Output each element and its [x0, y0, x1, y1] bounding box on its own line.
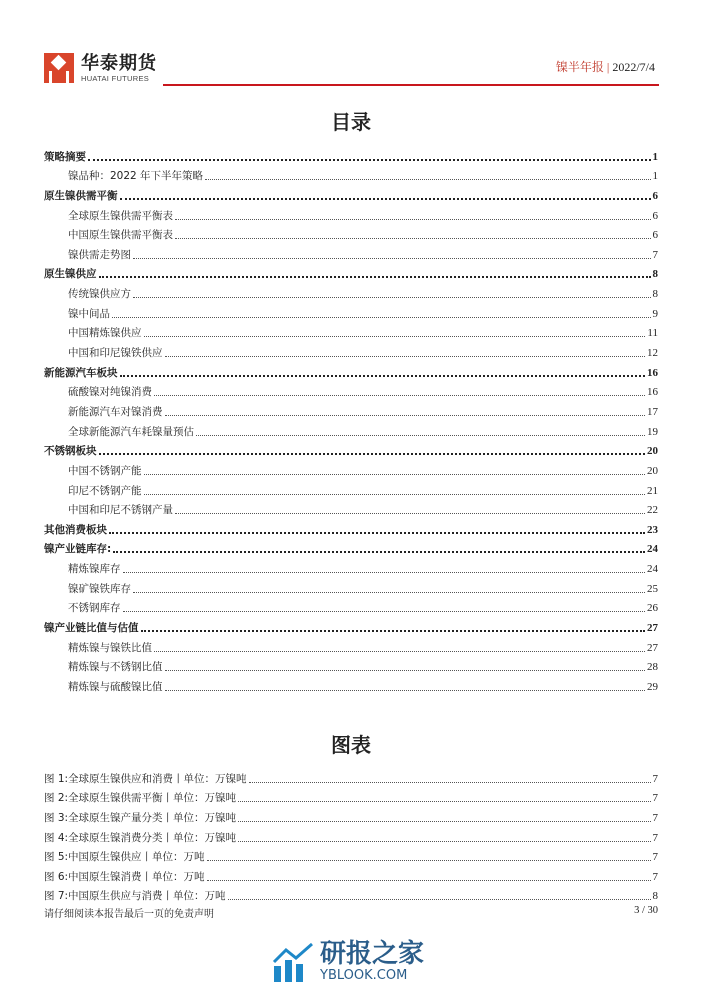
toc-entry-label: 镍中间品	[68, 307, 110, 320]
company-logo	[44, 53, 157, 83]
toc-entry-page: 12	[647, 347, 658, 360]
dot-leader	[165, 415, 646, 416]
toc-entry[interactable]	[44, 301, 658, 321]
toc-entry-label: 全球原生镍供需平衡表	[68, 209, 173, 222]
toc-entry[interactable]	[44, 242, 658, 262]
toc-entry-label: 策略摘要	[44, 150, 86, 163]
header-separator: |	[606, 60, 610, 74]
toc-entry-label: 硫酸镍对纯镍消费	[68, 386, 152, 399]
toc-entry-page: 16	[647, 386, 658, 399]
watermark-en: YBLOOK.COM	[320, 968, 408, 983]
toc-entry-label: 精炼镍库存	[68, 563, 121, 576]
dot-leader	[207, 860, 651, 861]
dot-leader	[141, 630, 646, 632]
dot-leader	[175, 238, 651, 239]
toc-entry-label: 镍供需走势图	[68, 248, 131, 261]
dot-leader	[238, 821, 650, 822]
toc-entry-label: 镍品种：2022 年下半年策略	[68, 170, 204, 183]
toc-entry-page: 26	[647, 602, 658, 615]
toc-entry-page: 24	[647, 563, 658, 576]
toc-entry-label: 精炼镍与不锈钢比值	[68, 661, 163, 674]
toc-entry[interactable]	[44, 144, 658, 164]
dot-leader	[196, 435, 645, 436]
toc-entry-label: 中国原生镍供需平衡表	[68, 229, 173, 242]
toc-entry-label: 中国不锈钢产能	[68, 464, 142, 477]
report-type: 镍半年报	[555, 60, 604, 74]
dot-leader	[165, 356, 646, 357]
dot-leader	[205, 179, 650, 180]
toc-entry-page: 19	[647, 425, 658, 438]
watermark-chart-icon	[272, 942, 316, 982]
dot-leader	[238, 801, 650, 802]
toc-entry-label: 新能源汽车对镍消费	[68, 405, 163, 418]
figure-entry[interactable]	[44, 825, 658, 845]
dot-leader	[154, 651, 645, 652]
toc-entry-label: 全球新能源汽车耗镍量预估	[68, 425, 194, 438]
toc-entry[interactable]	[44, 439, 658, 459]
toc-entry[interactable]	[44, 517, 658, 537]
dot-leader	[144, 494, 646, 495]
figure-entry[interactable]	[44, 845, 658, 865]
toc-entry-page: 11	[647, 327, 658, 340]
toc-entry-page: 6	[652, 209, 658, 222]
toc-entry-label: 中国和印尼不锈钢产量	[68, 504, 173, 517]
toc-entry-label: 精炼镍与镍铁比值	[68, 641, 152, 654]
dot-leader	[249, 782, 651, 783]
toc-entry[interactable]	[44, 556, 658, 576]
toc-entry-page: 25	[647, 582, 658, 595]
toc-entry-label: 原生镍供需平衡	[44, 189, 118, 202]
toc-entry-page: 9	[652, 307, 658, 320]
figure-entry-page: 7	[652, 831, 658, 844]
toc-entry[interactable]	[44, 458, 658, 478]
toc-entry-label: 中国精炼镍供应	[68, 327, 142, 340]
toc-entry-page: 23	[647, 523, 658, 536]
toc-entry-label: 中国和印尼镍铁供应	[68, 347, 163, 360]
toc-entry-page: 28	[647, 661, 658, 674]
header-divider	[163, 84, 659, 86]
dot-leader	[99, 276, 651, 278]
logo-en: HUATAI FUTURES	[81, 73, 150, 83]
page-number: 3 / 30	[634, 905, 658, 916]
figure-entry[interactable]	[44, 805, 658, 825]
toc-entry-page: 6	[652, 229, 658, 242]
toc-entry-label: 镍矿镍铁库存	[68, 582, 131, 595]
figure-entry-label: 图 4:全球原生镍消费分类丨单位：万镍吨	[44, 831, 237, 844]
toc-entry-page: 21	[647, 484, 658, 497]
dot-leader	[207, 880, 651, 881]
toc-entry[interactable]	[44, 419, 658, 439]
dot-leader	[133, 258, 651, 259]
toc-entry[interactable]	[44, 360, 658, 380]
watermark-cn: 研报之家	[320, 939, 425, 969]
logo-icon	[44, 53, 74, 83]
figure-entry-page: 7	[652, 851, 658, 864]
figure-entry[interactable]	[44, 864, 658, 884]
toc-entry[interactable]	[44, 164, 658, 184]
dot-leader	[99, 453, 646, 455]
dot-leader	[133, 592, 645, 593]
dot-leader	[109, 532, 645, 534]
toc-entry-page: 6	[652, 189, 658, 202]
toc-entry[interactable]	[44, 340, 658, 360]
figure-entry[interactable]	[44, 786, 658, 806]
toc-entry-page: 17	[647, 405, 658, 418]
toc-entry[interactable]	[44, 321, 658, 341]
toc-entry-label: 不锈钢板块	[44, 445, 97, 458]
toc-entry[interactable]	[44, 203, 658, 223]
figure-entry-label: 图 2:全球原生镍供需平衡丨单位：万镍吨	[44, 792, 237, 805]
logo-cn: 华泰期货	[81, 52, 157, 74]
toc-entry[interactable]	[44, 380, 658, 400]
footer	[44, 905, 658, 920]
toc-entry[interactable]	[44, 223, 658, 243]
dot-leader	[165, 690, 646, 691]
figure-entry-label: 图 5:中国原生镍供应丨单位：万吨	[44, 851, 205, 864]
dot-leader	[228, 899, 651, 900]
dot-leader	[144, 474, 646, 475]
toc-entry-label: 原生镍供应	[44, 268, 97, 281]
toc-entry-page: 24	[647, 543, 658, 556]
figure-entry-page: 7	[652, 792, 658, 805]
toc-entry-page: 16	[647, 366, 658, 379]
dot-leader	[175, 513, 645, 514]
toc-entry[interactable]	[44, 596, 658, 616]
figure-list	[44, 766, 658, 903]
toc-entry[interactable]	[44, 262, 658, 282]
figure-entry[interactable]	[44, 766, 658, 786]
figure-entry-label: 图 7:中国原生供应与消费丨单位：万吨	[44, 890, 226, 903]
dot-leader	[123, 611, 646, 612]
toc-entry-label: 其他消费板块	[44, 523, 107, 536]
toc-entry-label: 传统镍供应方	[68, 288, 131, 301]
toc-entry[interactable]	[44, 498, 658, 518]
toc-entry-label: 不锈钢库存	[68, 602, 121, 615]
dot-leader	[175, 219, 651, 220]
figure-entry-page: 7	[652, 870, 658, 883]
figure-entry-page: 7	[652, 811, 658, 824]
toc-entry-label: 印尼不锈钢产能	[68, 484, 142, 497]
dot-leader	[123, 572, 646, 573]
dot-leader	[120, 375, 646, 377]
toc-entry-page: 8	[652, 288, 658, 301]
toc-entry-page: 22	[647, 504, 658, 517]
toc-entry[interactable]	[44, 183, 658, 203]
toc-entry[interactable]	[44, 576, 658, 596]
header-info	[556, 58, 655, 75]
toc-entry-page: 20	[647, 445, 658, 458]
dot-leader	[133, 297, 651, 298]
dot-leader	[165, 670, 646, 671]
figure-entry-label: 图 6:中国原生镍消费丨单位：万吨	[44, 870, 205, 883]
toc-title: 目录	[331, 110, 371, 134]
toc-entry[interactable]	[44, 281, 658, 301]
toc-entry-label: 新能源汽车板块	[44, 366, 118, 379]
dot-leader	[120, 198, 651, 200]
toc-entry[interactable]	[44, 399, 658, 419]
dot-leader	[144, 336, 646, 337]
toc-entry[interactable]	[44, 674, 658, 694]
dot-leader	[112, 317, 651, 318]
toc-entry[interactable]	[44, 635, 658, 655]
dot-leader	[238, 841, 650, 842]
figure-entry-label: 图 1:全球原生镍供应和消费丨单位：万镍吨	[44, 772, 247, 785]
toc-entry-label: 镍产业链比值与估值	[44, 622, 139, 635]
toc-entry-page: 1	[652, 150, 658, 163]
figure-entry[interactable]	[44, 884, 658, 904]
toc-entry-label: 镍产业链库存:	[44, 543, 112, 556]
report-date: 2022/7/4	[612, 60, 655, 74]
toc-entry-page: 1	[652, 170, 658, 183]
figure-entry-page: 8	[652, 890, 658, 903]
toc-entry[interactable]	[44, 478, 658, 498]
toc-entry-label: 精炼镍与硫酸镍比值	[68, 680, 163, 693]
toc-entry-page: 20	[647, 464, 658, 477]
toc-entry-page: 29	[647, 680, 658, 693]
toc-entry[interactable]	[44, 655, 658, 675]
figure-entry-page: 7	[652, 772, 658, 785]
toc-entry-page: 27	[647, 622, 658, 635]
dot-leader	[154, 395, 645, 396]
watermark	[272, 940, 424, 983]
toc-entry[interactable]	[44, 615, 658, 635]
dot-leader	[88, 159, 651, 161]
figures-title: 图表	[331, 733, 371, 757]
toc-entry-page: 27	[647, 641, 658, 654]
disclaimer-note: 请仔细阅读本报告最后一页的免责声明	[44, 909, 214, 920]
dot-leader	[113, 551, 645, 553]
toc-entry-page: 7	[652, 248, 658, 261]
toc-entry[interactable]	[44, 537, 658, 557]
table-of-contents	[44, 144, 658, 694]
figure-entry-label: 图 3:全球原生镍产量分类丨单位：万镍吨	[44, 811, 237, 824]
toc-entry-page: 8	[652, 268, 658, 281]
